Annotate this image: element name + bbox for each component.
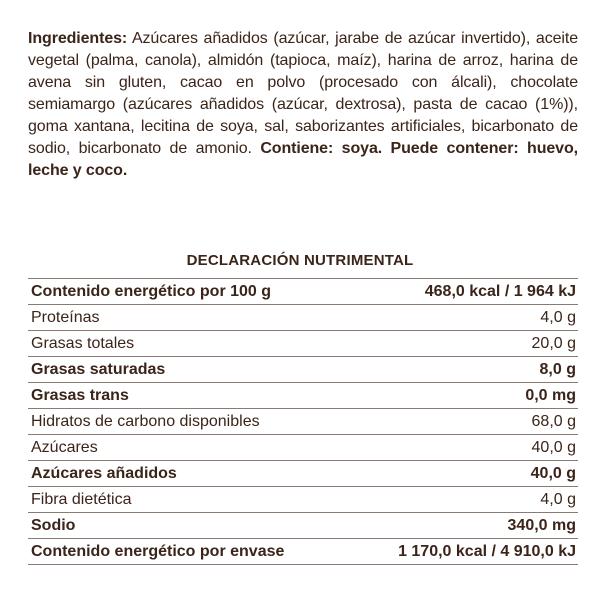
nutrient-value: 340,0 mg xyxy=(507,516,576,534)
nutrient-value: 1 170,0 kcal / 4 910,0 kJ xyxy=(398,542,576,560)
nutrient-label: Sodio xyxy=(31,516,76,534)
table-row xyxy=(28,409,578,435)
nutrient-value: 4,0 g xyxy=(540,490,576,508)
nutrient-value: 468,0 kcal / 1 964 kJ xyxy=(424,282,576,300)
nutrition-table xyxy=(28,278,578,565)
nutrient-label: Contenido energético por 100 g xyxy=(31,282,272,300)
nutrient-label: Azúcares xyxy=(31,438,98,456)
ingredients-text: Azúcares añadidos (azúcar, jarabe de azúcar invertido), aceite vegetal (palma, canola), almidón (tapioca, maíz), harina de arroz, harina de avena sin gluten, cacao en polvo (procesado con álcali), chocolate semiamargo (azúcares añadidos (azúcar, dextrosa), pasta de cacao (1%)), goma xantana, lecitina de soya, sal, saborizantes artificiales, bicarbonato de sodio, bicarbonato de amonio. xyxy=(28,30,578,157)
nutrient-value: 40,0 g xyxy=(531,438,576,456)
table-row xyxy=(28,305,578,331)
table-row xyxy=(28,461,578,487)
nutrient-value: 68,0 g xyxy=(531,412,576,430)
table-row xyxy=(28,357,578,383)
table-row xyxy=(28,487,578,513)
nutrient-label: Azúcares añadidos xyxy=(31,464,177,482)
nutrient-value: 4,0 g xyxy=(540,308,576,326)
table-row xyxy=(28,539,578,565)
nutrient-label: Grasas saturadas xyxy=(31,360,166,378)
nutrition-table-title: DECLARACIÓN NUTRIMENTAL xyxy=(186,252,414,269)
ingredients-label: Ingredientes: xyxy=(28,30,128,47)
nutrient-label: Grasas trans xyxy=(31,386,129,404)
allergens-text: Contiene: soya. Puede contener: huevo, leche y coco. xyxy=(28,140,578,179)
nutrient-label: Proteínas xyxy=(31,308,100,326)
table-row xyxy=(28,435,578,461)
nutrient-value: 40,0 g xyxy=(530,464,576,482)
table-row xyxy=(28,279,578,305)
nutrient-value: 0,0 mg xyxy=(525,386,576,404)
nutrient-value: 20,0 g xyxy=(531,334,576,352)
nutrient-label: Fibra dietética xyxy=(31,490,132,508)
nutrient-label: Contenido energético por envase xyxy=(31,542,285,560)
nutrient-label: Grasas totales xyxy=(31,334,135,352)
ingredients-paragraph xyxy=(28,28,578,182)
table-row xyxy=(28,331,578,357)
table-row xyxy=(28,383,578,409)
table-row xyxy=(28,513,578,539)
nutrient-value: 8,0 g xyxy=(539,360,576,378)
nutrient-label: Hidratos de carbono disponibles xyxy=(31,412,260,430)
